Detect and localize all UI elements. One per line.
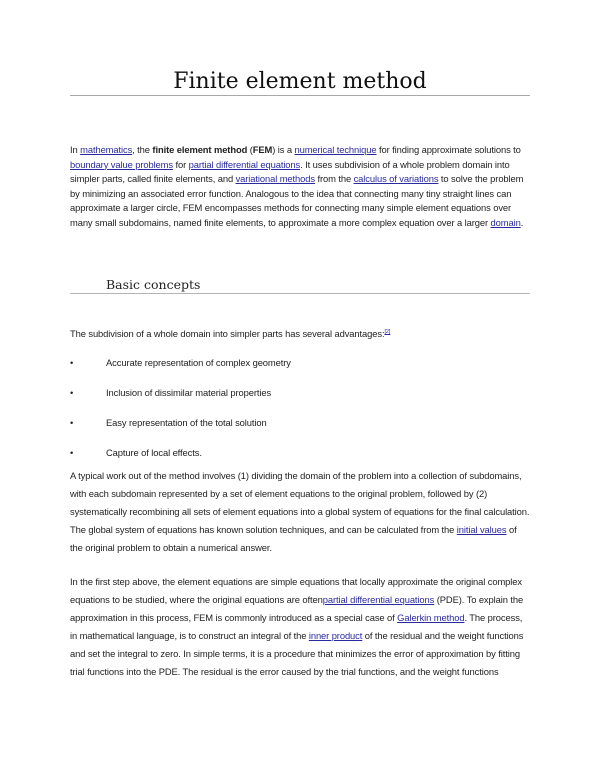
section-lead: The subdivision of a whole domain into simpler parts has several advantages:[2]	[70, 328, 391, 340]
link-partial-differential-equations[interactable]: partial differential equations	[188, 158, 301, 170]
bullet-icon: •	[70, 417, 74, 428]
link-boundary-value-problems[interactable]: boundary value problems	[70, 158, 173, 170]
link-domain[interactable]: domain	[490, 216, 521, 228]
paragraph-element-equations: In the first step above, the element equations are simple equations that locally approximate the original complex equations to be studied, where the original equations are oftenpartial differential equations (PDE). To explain the approximation in this process, FEM is commonly introduced as a special case of Galerkin method. The process, in mathematical language, is to construct an integral of the inner product of the residual and the weight functions and set the integral to zero. In simple terms, it is a procedure that minimizes the error of approximation by fitting trial functions into the PDE. The residual is the error caused by the trial functions, and the weight functions	[70, 576, 524, 677]
list-item: • Capture of local effects.	[70, 447, 202, 458]
term-fem: FEM	[252, 144, 273, 155]
section-divider	[70, 293, 530, 294]
title-divider	[70, 95, 530, 96]
bullet-icon: •	[70, 447, 74, 458]
list-item: • Accurate representation of complex geometry	[70, 357, 291, 368]
list-item: • Inclusion of dissimilar material properties	[70, 387, 272, 398]
link-partial-differential-equations-2[interactable]: partial differential equations	[322, 594, 435, 605]
page-title: Finite element method	[173, 69, 427, 94]
bullet-icon: •	[70, 387, 74, 398]
list-item: • Easy representation of the total solution	[70, 417, 267, 428]
reference-link[interactable]: [2]	[384, 329, 391, 335]
link-inner-product[interactable]: inner product	[308, 630, 363, 641]
link-mathematics[interactable]: mathematics	[80, 144, 133, 155]
advantages-list	[70, 356, 530, 476]
intro-paragraph: In mathematics, the finite element method (FEM) is a numerical technique for finding approximate solutions to boundary value problems for partial differential equations. It uses subdivision of a whole problem domain into simpler parts, called finite elements, and variational methods from the calculus of variations to solve the problem by minimizing an associated error function. Analogous to the idea that connecting many tiny straight lines can approximate a larger circle, FEM encompasses methods for connecting many simple element equations over many small subdomains, named finite elements, to approximate a more complex equation over a larger domain.	[70, 144, 524, 228]
link-calculus-of-variations[interactable]: calculus of variations	[353, 173, 439, 185]
link-galerkin-method[interactable]: Galerkin method	[397, 612, 465, 623]
term-finite-element-method: finite element method	[152, 144, 248, 155]
link-numerical-technique[interactable]: numerical technique	[294, 144, 377, 155]
link-initial-values[interactable]: initial values	[456, 524, 507, 535]
bullet-icon: •	[70, 357, 74, 368]
section-heading-basic-concepts: Basic concepts	[106, 277, 201, 292]
paragraph-workflow: A typical work out of the method involves (1) dividing the domain of the problem into a collection of subdomains, with each subdomain represented by a set of element equations to the original problem, followed by (2) systematically recombining all sets of element equations into a global system of equations for the final calculation. The global system of equations has known solution techniques, and can be calculated from the initial values of the original problem to obtain a numerical answer.	[70, 470, 530, 553]
link-variational-methods[interactable]: variational methods	[235, 173, 315, 185]
